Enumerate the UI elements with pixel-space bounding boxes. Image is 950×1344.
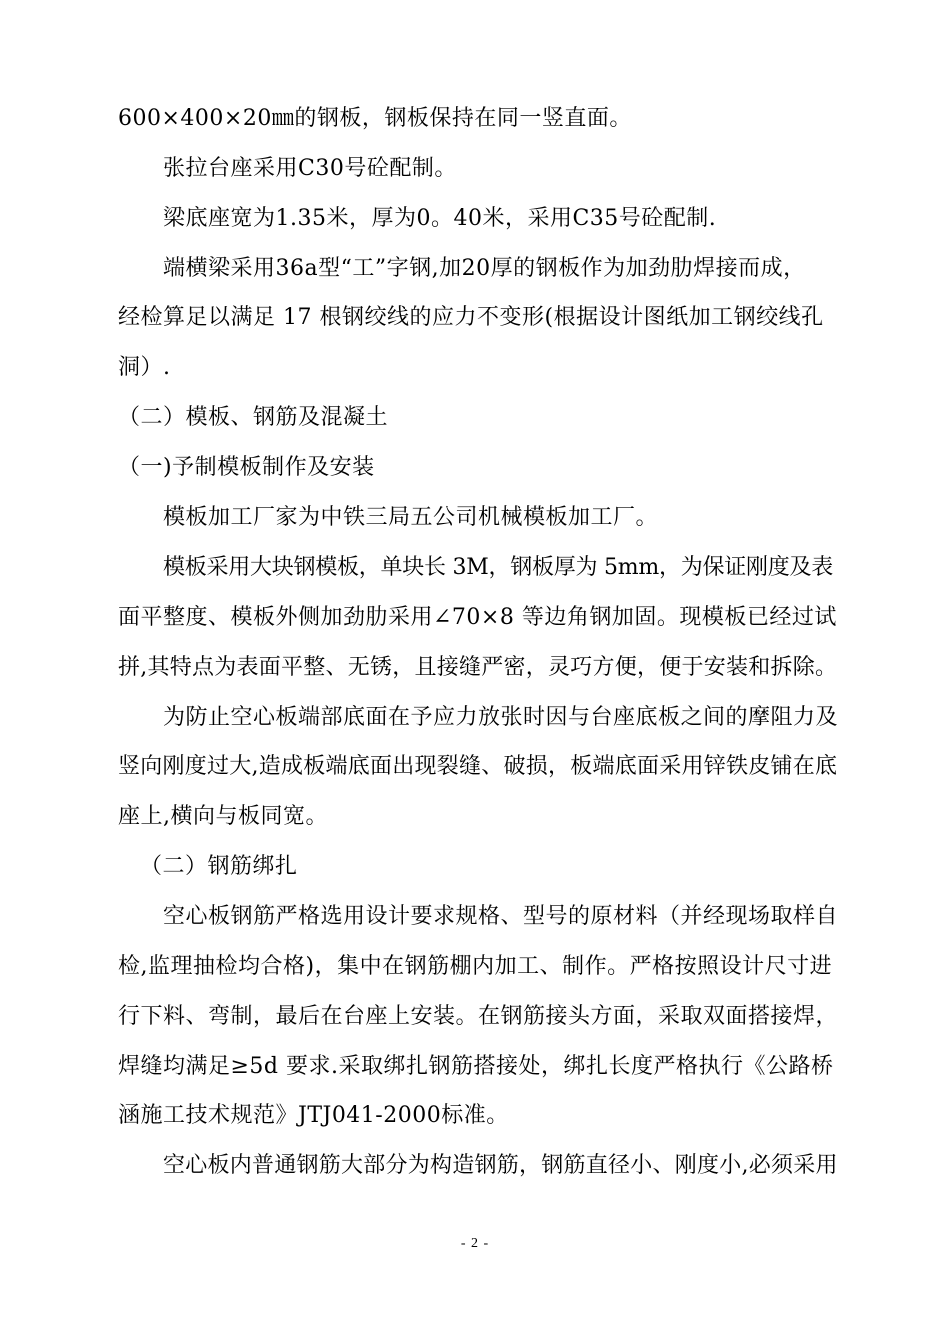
subsection-heading: （一)予制模板制作及安装: [118, 455, 375, 480]
page-number: - 2 -: [460, 1236, 490, 1251]
text-line: 拼,其特点为表面平整、无锈，且接缝严密，灵巧方便，便于安装和拆除。: [118, 655, 838, 680]
text-line: 涵施工技术规范》JTJ041-2000标准。: [118, 1103, 509, 1128]
text-line: 洞）.: [118, 355, 171, 380]
text-line: 焊缝均满足≥5d 要求.采取绑扎钢筋搭接处，绑扎长度严格执行《公路桥: [118, 1054, 834, 1079]
text-line: 检,监理抽检均合格)，集中在钢筋棚内加工、制作。严格按照设计尺寸进: [118, 954, 833, 979]
text-line: 模板采用大块钢模板，单块长 3M，钢板厚为 5mm，为保证刚度及表: [163, 555, 833, 580]
text-line: 空心板内普通钢筋大部分为构造钢筋，钢筋直径小、刚度小,必须采用: [163, 1153, 838, 1178]
text-line: 竖向刚度过大,造成板端底面出现裂缝、破损，板端底面采用锌铁皮铺在底: [118, 754, 838, 779]
text-line: 600×400×20㎜的钢板，钢板保持在同一竖直面。: [118, 106, 632, 131]
section-heading: （二）模板、钢筋及混凝土: [118, 405, 389, 430]
subsection-heading: （二）钢筋绑扎: [140, 854, 298, 879]
text-line: 梁底座宽为1.35米，厚为0。40米，采用C35号砼配制.: [163, 206, 717, 231]
text-line: 空心板钢筋严格选用设计要求规格、型号的原材料（并经现场取样自: [163, 904, 839, 929]
text-line: 端横梁采用36a型“工”字钢,加20厚的钢板作为加劲肋焊接而成，: [163, 256, 806, 281]
text-line: 经检算足以满足 17 根钢绞线的应力不变形(根据设计图纸加工钢绞线孔: [118, 305, 824, 330]
text-line: 行下料、弯制，最后在台座上安装。在钢筋接头方面，采取双面搭接焊，: [118, 1004, 839, 1029]
text-line: 面平整度、模板外侧加劲肋采用∠70×8 等边角钢加固。现模板已经过试: [118, 605, 837, 630]
text-line: 张拉台座采用C30号砼配制。: [163, 156, 457, 181]
text-line: 座上,横向与板同宽。: [118, 804, 328, 829]
text-line: 为防止空心板端部底面在予应力放张时因与台座底板之间的摩阻力及: [163, 705, 839, 730]
text-line: 模板加工厂家为中铁三局五公司机械模板加工厂。: [163, 505, 659, 530]
